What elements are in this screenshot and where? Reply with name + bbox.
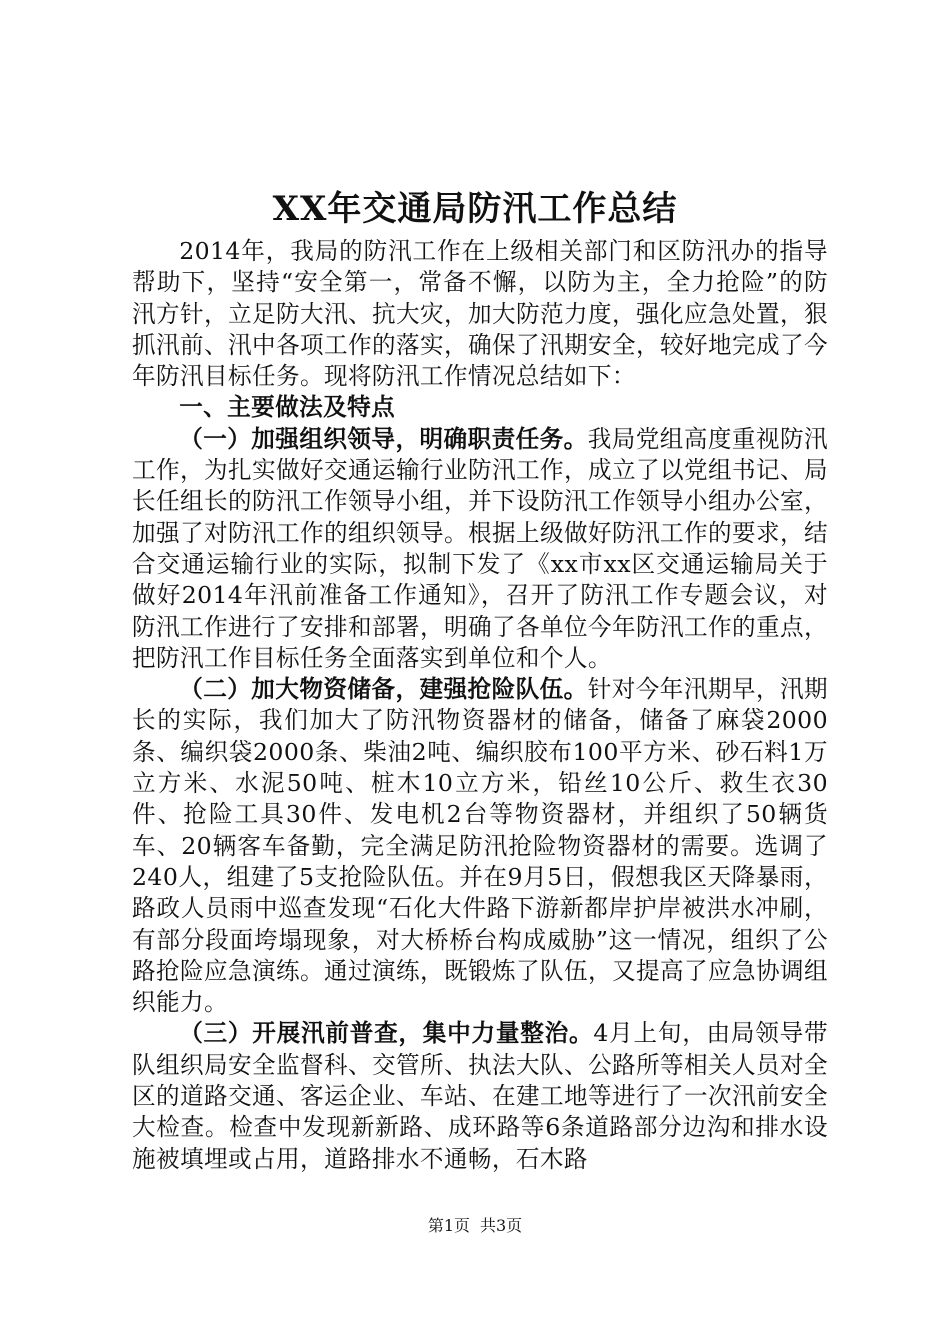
page-number-current: 第1页 [427,1216,470,1235]
paragraph-3-body: 4月上旬，由局领导带队组织局安全监督科、交管所、执法大队、公路所等相关人员对全区的道路交通、客运企业、车站、在建工地等进行了一次汛前安全大检查。检查中发现新新路、成环路等6条道路部分边沟和排水设施被填埋或占用，道路排水不通畅，石木路 [132,1019,828,1173]
intro-paragraph: 2014年，我局的防汛工作在上级相关部门和区防汛办的指导帮助下，坚持“安全第一，常备不懈，以防为主，全力抢险”的防汛方针，立足防大汛、抗大灾，加大防范力度，强化应急处置，狠抓汛前、汛中各项工作的落实，确保了汛期安全，较好地完成了今年防汛目标任务。现将防汛工作情况总结如下： [132,237,828,391]
page-number-total: 共3页 [480,1216,523,1235]
paragraph-2 [132,674,828,1018]
document-body [132,236,828,1175]
paragraph-1-body: 我局党组高度重视防汛工作，为扎实做好交通运输行业防汛工作，成立了以党组书记、局长任组长的防汛工作领导小组，并下设防汛工作领导小组办公室，加强了对防汛工作的组织领导。根据上级做好防汛工作的要求，结合交通运输行业的实际，拟制下发了《xx市xx区交通运输局关于做好2014年汛前准备工作通知》，召开了防汛工作专题会议，对防汛工作进行了安排和部署，明确了各单位今年防汛工作的重点，把防汛工作目标任务全面落实到单位和个人。 [132,424,828,672]
page-footer [0,1216,950,1236]
paragraph-1-lead: （一）加强组织领导，明确职责任务。 [179,424,588,453]
paragraph-1 [132,424,828,674]
section-heading: 一、主要做法及特点 [179,393,396,422]
paragraph-3-lead: （三）开展汛前普查，集中力量整治。 [179,1019,594,1048]
paragraph-2-body: 针对今年汛期早，汛期长的实际，我们加大了防汛物资器材的储备，储备了麻袋2000条、编织袋2000条、柴油2吨、编织胶布100平方米、砂石料1万立方米、水泥50吨、桩木10立方米，铅丝10公斤、救生衣30件、抢险工具30件、发电机2台等物资器材，并组织了50辆货车、20辆客车备勤，完全满足防汛抢险物资器材的需要。选调了240人，组建了5支抢险队伍。并在9月5日，假想我区天降暴雨，路政人员雨中巡查发现“石化大件路下游新都岸护岸被洪水冲刷，有部分段面垮塌现象，对大桥桥台构成威胁”这一情况，组织了公路抢险应急演练。通过演练，既锻炼了队伍，又提高了应急协调组织能力。 [132,675,828,1017]
document-title: XX年交通局防汛工作总结 [272,189,678,229]
paragraph-2-lead: （二）加大物资储备，建强抢险队伍。 [179,675,588,704]
paragraph-3 [132,1018,828,1174]
